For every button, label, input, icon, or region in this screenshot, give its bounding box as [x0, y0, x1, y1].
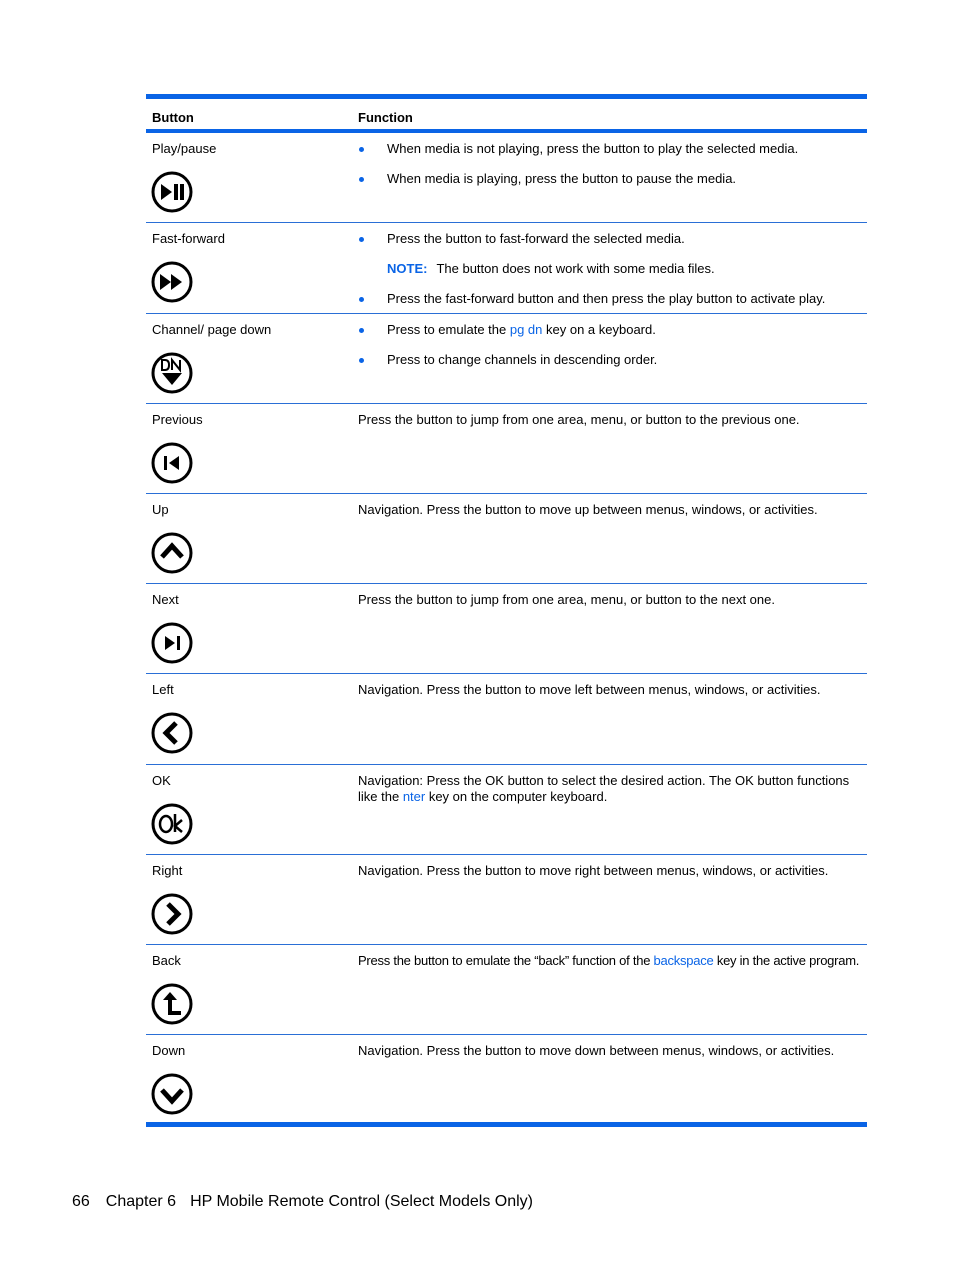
description-text: key on the computer keyboard. [425, 789, 608, 804]
note [358, 261, 864, 277]
table-row [146, 223, 867, 314]
bullet-icon [359, 358, 364, 363]
note-label: NOTE: [387, 261, 428, 276]
row-name: Right [152, 863, 183, 878]
page-number: 66 [72, 1193, 90, 1210]
table-row [146, 1035, 867, 1122]
channel-down-icon [151, 352, 193, 394]
table-row [146, 584, 867, 674]
description-text: Navigation: Press the OK button to select the desired action. The OK button functions like the [358, 773, 850, 804]
header-button: Button [152, 110, 194, 125]
bullet-text: Press to emulate the [387, 322, 510, 337]
header-function: Function [358, 110, 413, 125]
previous-icon [151, 442, 193, 484]
fast-forward-icon [151, 261, 193, 303]
bullet-text: Press the button to fast-forward the selected media. [387, 231, 685, 246]
bullet-icon [359, 328, 364, 333]
right-icon [151, 893, 193, 935]
row-description [358, 953, 864, 969]
table-row [146, 674, 867, 765]
list-item [358, 231, 864, 247]
bullet-icon [359, 177, 364, 182]
row-description [358, 322, 864, 382]
description-text: Press the button to emulate the “back” function of the [358, 953, 654, 968]
next-icon [151, 622, 193, 664]
button-function-table [146, 94, 867, 1127]
row-description: Press the button to jump from one area, menu, or button to the previous one. [358, 412, 800, 427]
backspace-key-link[interactable]: backspace [653, 953, 714, 968]
row-name: Previous [152, 412, 203, 427]
list-item [358, 291, 864, 307]
back-icon [151, 983, 193, 1025]
description-text: key in the active program. [713, 953, 860, 968]
row-name: Left [152, 682, 174, 697]
row-description: Navigation. Press the button to move right between menus, windows, or activities. [358, 863, 829, 878]
ok-icon [151, 803, 193, 845]
row-name: Down [152, 1043, 186, 1058]
down-icon [151, 1073, 193, 1115]
list-item [358, 352, 864, 368]
table-row [146, 945, 867, 1035]
bullet-text: When media is not playing, press the button to play the selected media. [387, 141, 799, 156]
row-description: Press the button to jump from one area, menu, or button to the next one. [358, 592, 775, 607]
list-item [358, 322, 864, 338]
table-row [146, 133, 867, 223]
row-name: Channel/ page down [152, 322, 272, 337]
table-row [146, 494, 867, 584]
row-name: Fast-forward [152, 231, 225, 246]
bullet-icon [359, 147, 364, 152]
bullet-text: Press to change channels in descending order. [387, 352, 658, 367]
chapter-title: HP Mobile Remote Control (Select Models Only) [190, 1193, 534, 1210]
list-item [358, 141, 864, 157]
bullet-text: When media is playing, press the button to pause the media. [387, 171, 737, 186]
row-description: Navigation. Press the button to move up between menus, windows, or activities. [358, 502, 818, 517]
play-pause-icon [151, 171, 193, 213]
list-item [358, 171, 864, 187]
row-description [358, 231, 864, 321]
table-row [146, 855, 867, 945]
chapter-label: Chapter 6 [105, 1193, 177, 1210]
row-description [358, 141, 864, 201]
row-name: OK [152, 773, 171, 788]
bullet-icon [359, 297, 364, 302]
row-description [358, 773, 864, 805]
table-row [146, 765, 867, 855]
row-name: Play/pause [152, 141, 217, 156]
table-header [146, 99, 867, 129]
table-row [146, 314, 867, 404]
row-description: Navigation. Press the button to move down between menus, windows, or activities. [358, 1043, 835, 1058]
row-description: Navigation. Press the button to move left between menus, windows, or activities. [358, 682, 821, 697]
bullet-text: Press the fast-forward button and then press the play button to activate play. [387, 291, 826, 306]
enter-key-link[interactable]: nter [402, 789, 426, 804]
bullet-text: key on a keyboard. [542, 322, 656, 337]
page-footer [72, 1193, 549, 1211]
left-icon [151, 712, 193, 754]
table-row [146, 404, 867, 494]
row-name: Next [152, 592, 179, 607]
table-bottom-rule [146, 1122, 867, 1127]
up-icon [151, 532, 193, 574]
row-name: Up [152, 502, 169, 517]
row-name: Back [152, 953, 181, 968]
pg-dn-link[interactable]: pg dn [509, 322, 543, 337]
bullet-icon [359, 237, 364, 242]
note-text: The button does not work with some media files. [436, 261, 715, 276]
